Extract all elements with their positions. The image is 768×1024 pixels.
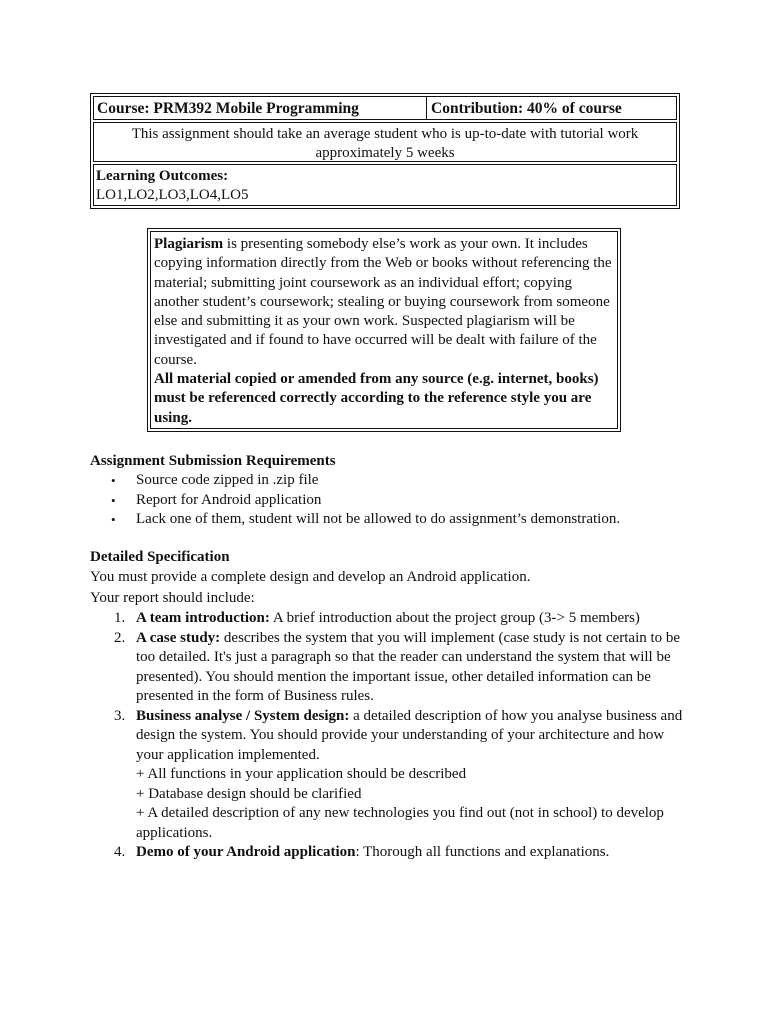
list-item (90, 471, 730, 491)
submission-item-text: Source code zipped in .zip file (136, 472, 319, 488)
item-text: A brief introduction about the project group (3-> 5 members) (269, 610, 640, 626)
submission-item-text: Report for Android application (136, 491, 322, 508)
plagiarism-term: Plagiarism (154, 236, 224, 252)
item-label: A case study: (136, 629, 221, 646)
bullet-icon: • (111, 473, 116, 488)
contribution: Contribution: 40% of course (431, 100, 622, 117)
report-requirements-list (90, 609, 690, 863)
submission-item-text: Lack one of them, student will not be allowed to do assignment’s demonstration. (136, 511, 621, 527)
item-label: Business analyse / System design: (136, 707, 350, 724)
item-label: A team introduction: (136, 610, 270, 626)
plagiarism-warning: All material copied or amended from any source (e.g. internet, books) must be referenced correctly according to the reference style you are using. (154, 371, 599, 426)
course-header-row (93, 96, 677, 120)
list-item (90, 707, 690, 844)
learning-outcomes-values: LO1,LO2,LO3,LO4,LO5 (96, 187, 249, 203)
item-text: : Thorough all functions and explanations. (355, 844, 610, 860)
sub-item: + Database design should be clarified (136, 785, 362, 802)
item-number: 4. (114, 844, 126, 860)
specification-intro: You must provide a complete design and develop an Android application. (90, 569, 531, 585)
list-item (90, 491, 730, 511)
plagiarism-definition: is presenting somebody else’s work as your own. It includes copying information directly from the Web or books without referencing the material; submitting joint coursework as an individual effort; copying another student’s coursework; stealing or buying coursework from someone else and submitting it as your own work. Suspected plagiarism will be investigated and if found to have occurred will be dealt with failure of the course. (154, 236, 612, 368)
report-intro: Your report should include: (90, 590, 255, 606)
specification-title: Detailed Specification (90, 549, 230, 565)
list-item (90, 843, 690, 863)
submission-list (90, 471, 730, 530)
bullet-icon: • (111, 492, 116, 508)
list-item (90, 609, 690, 629)
item-number: 2. (114, 629, 126, 646)
plagiarism-notice (147, 228, 621, 432)
learning-outcomes-row (93, 164, 677, 206)
submission-title: Assignment Submission Requirements (90, 453, 336, 469)
item-text: describes the system that you will implement (case study is not certain to be too detailed. It's just a paragraph so that the reader can understand the system that will be presented). You should mention the important issue, other detailed information can be presented in the form of Business rules. (136, 629, 681, 704)
plagiarism-text (150, 231, 618, 429)
duration-note: This assignment should take an average student who is up-to-date with tutorial work approximately 5 weeks (131, 126, 639, 161)
list-item (90, 510, 730, 530)
item-number: 1. (114, 610, 126, 626)
course-info-table (90, 93, 680, 209)
learning-outcomes-heading: Learning Outcomes: (96, 168, 229, 184)
duration-row (93, 122, 677, 162)
list-item (90, 629, 690, 707)
item-text: a detailed description of how you analyse business and design the system. You should provide your understanding of your architecture and how your application implemented. (136, 707, 683, 763)
sub-item: + All functions in your application should be described (136, 766, 467, 782)
course-title: Course: PRM392 Mobile Programming (94, 97, 427, 119)
item-label: Demo of your Android application (136, 844, 356, 860)
sub-item: + A detailed description of any new technologies you find out (not in school) to develop applications. (136, 805, 664, 841)
item-number: 3. (114, 707, 126, 724)
bullet-icon: • (111, 512, 116, 527)
